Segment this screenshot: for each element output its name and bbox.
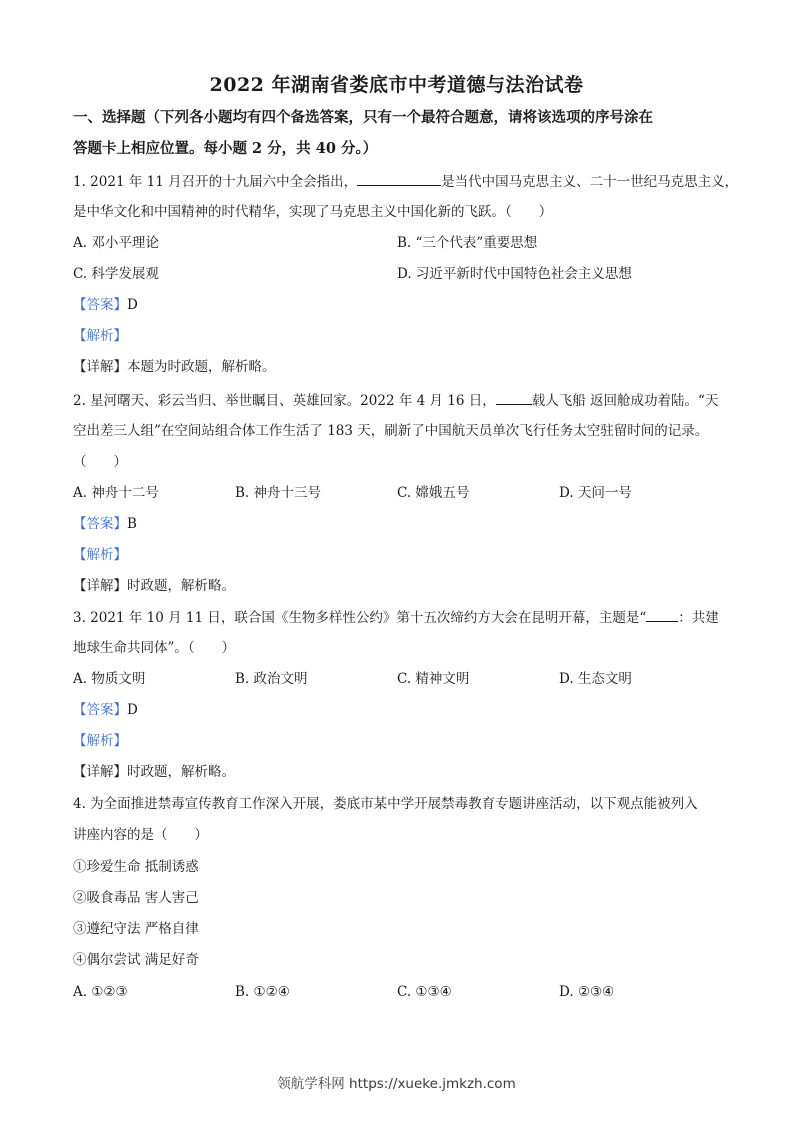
q3-detail: 【详解】时政题，解析略。: [73, 764, 235, 780]
q2-analysis-tag: 【解析】: [73, 547, 127, 563]
q1-option-a: A. 邓小平理论: [73, 235, 159, 251]
q3-stem-line2: 地球生命共同体”。（ ）: [73, 640, 236, 656]
q2-stem-line3: （ ）: [73, 454, 127, 470]
q2-option-a: A. 神舟十二号: [73, 485, 159, 501]
q2-stem-part2: 载人飞船 返回舱成功着陆。“天: [531, 393, 719, 409]
q1-answer-tag: 【答案】: [73, 297, 127, 313]
q2-detail: 【详解】时政题，解析略。: [73, 578, 235, 594]
q2-option-c: C. 嫦娥五号: [397, 485, 470, 501]
q3-stem-line1: [73, 607, 723, 628]
q4-option-a: A. ①②③: [73, 984, 128, 1000]
q3-blank: [646, 607, 678, 622]
q1-option-b: B. “三个代表”重要思想: [397, 235, 538, 251]
q4-option-b: B. ①②④: [235, 984, 290, 1000]
q1-stem-part2: 是当代中国马克思主义、二十一世纪马克思主义，: [441, 174, 739, 190]
footer-watermark: 领航学科网 https://xueke.jmkzh.com: [277, 1076, 516, 1092]
q2-stem-line2: 空出差三人组”在空间站组合体工作生活了 183 天，刷新了中国航天员单次飞行任务太空驻留时间的记录。: [73, 423, 709, 439]
q1-stem-line2: 是中华文化和中国精神的时代精华，实现了马克思主义中国化新的飞跃。（ ）: [73, 204, 553, 220]
q3-option-b: B. 政治文明: [235, 671, 308, 687]
q3-analysis-tag: 【解析】: [73, 733, 127, 749]
q4-option-d: D. ②③④: [559, 984, 615, 1000]
q1-stem-line1: [73, 171, 739, 192]
q1-analysis-tag: 【解析】: [73, 328, 127, 344]
q1-option-d: D. 习近平新时代中国特色社会主义思想: [397, 266, 632, 282]
q3-option-d: D. 生态文明: [559, 671, 632, 687]
q2-option-b: B. 神舟十三号: [235, 485, 322, 501]
q3-option-c: C. 精神文明: [397, 671, 470, 687]
section-heading-line1: 一、选择题（下列各小题均有四个备选答案，只有一个最符合题意，请将该选项的序号涂在: [73, 109, 653, 126]
q2-stem-line1: [73, 390, 723, 411]
q1-answer: [73, 295, 723, 315]
q2-option-d: D. 天问一号: [559, 485, 632, 501]
q4-statement-2: ②吸食毒品 害人害己: [73, 890, 199, 906]
q3-option-a: A. 物质文明: [73, 671, 146, 687]
q4-stem-line1: 4. 为全面推进禁毒宣传教育工作深入开展，娄底市某中学开展禁毒教育专题讲座活动，以下观点能被列入: [73, 796, 698, 812]
q1-detail: 【详解】本题为时政题，解析略。: [73, 359, 276, 375]
q3-answer-tag: 【答案】: [73, 702, 127, 718]
q1-stem-part1: 1. 2021 年 11 月召开的十九届六中全会指出，: [73, 174, 358, 190]
page-title: 2022 年湖南省娄底市中考道德与法治试卷: [209, 74, 584, 96]
q2-stem-part1: 2. 星河曙天、彩云当归、举世瞩目、英雄回家。2022 年 4 月 16 日，: [73, 393, 496, 409]
q2-answer-value: B: [127, 516, 137, 532]
q4-option-c: C. ①③④: [397, 984, 452, 1000]
q1-answer-value: D: [127, 297, 138, 313]
q3-stem-part1: 3. 2021 年 10 月 11 日，联合国《生物多样性公约》第十五次缔约方大会在昆明开幕，主题是“: [73, 610, 647, 626]
q3-stem-part2: ：共建: [678, 610, 719, 626]
q3-answer-value: D: [127, 702, 138, 718]
q4-statement-4: ④偶尔尝试 满足好奇: [73, 952, 199, 968]
q1-blank: [357, 171, 441, 186]
q2-blank: [496, 390, 532, 405]
q3-answer: [73, 700, 723, 720]
q2-answer: [73, 514, 723, 534]
q2-answer-tag: 【答案】: [73, 516, 127, 532]
q4-statement-3: ③遵纪守法 严格自律: [73, 921, 199, 937]
q4-stem-line2: 讲座内容的是（ ）: [73, 827, 208, 843]
q4-statement-1: ①珍爱生命 抵制诱惑: [73, 859, 199, 875]
section-heading-line2: 答题卡上相应位置。每小题 2 分，共 40 分。）: [73, 140, 378, 157]
q1-option-c: C. 科学发展观: [73, 266, 159, 282]
